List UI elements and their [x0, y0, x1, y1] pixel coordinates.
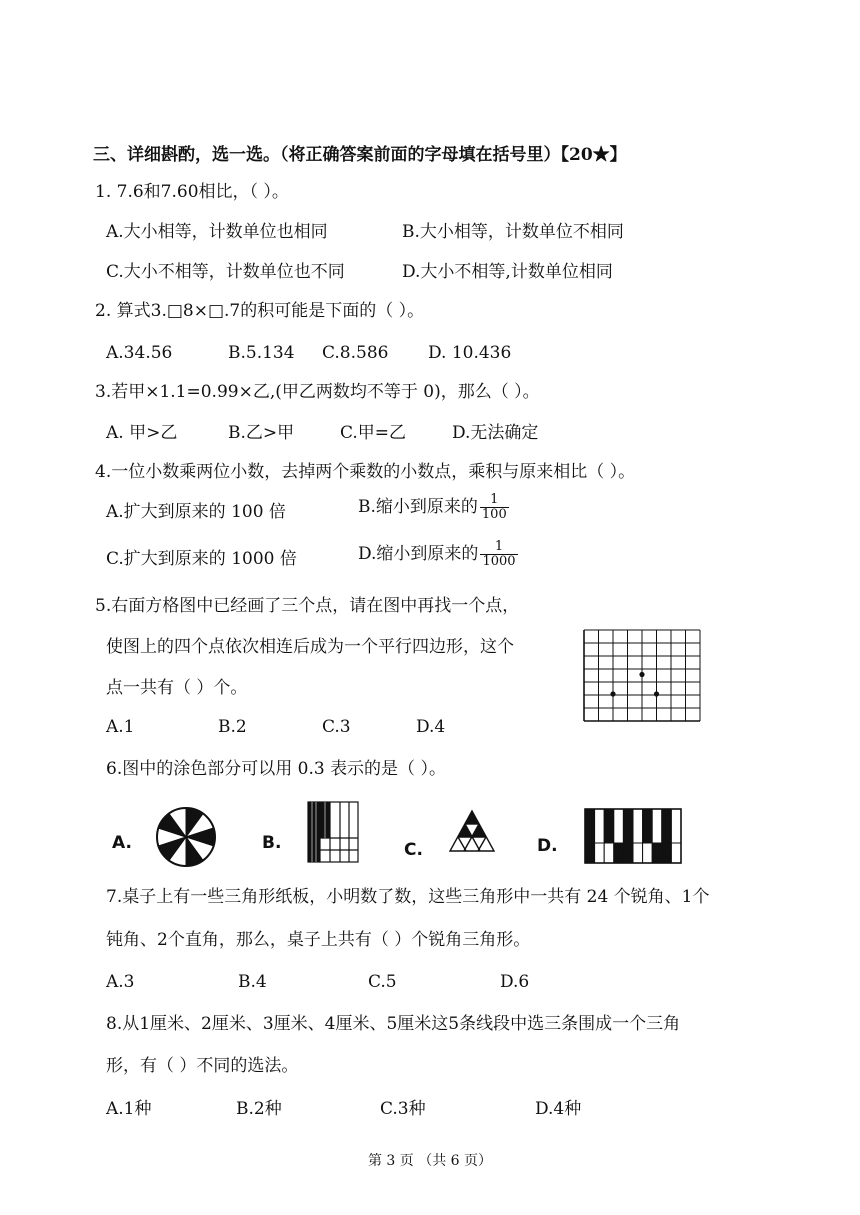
question-6-figure-a-circle	[155, 806, 217, 868]
bar-cell	[671, 809, 681, 843]
grid-point	[610, 691, 615, 696]
question-7-option-a: A.3	[106, 972, 135, 992]
question-8-line-2: 形，有（ ）不同的选法。	[106, 1056, 299, 1076]
question-3-option-d: D.无法确定	[452, 423, 539, 443]
question-2-option-d: D. 10.436	[428, 343, 512, 363]
question-5-option-b: B.2	[218, 717, 247, 737]
question-1-option-c: C.大小不相等，计数单位也不同	[106, 262, 345, 282]
bar-cell	[662, 843, 672, 863]
question-8-option-b: B.2种	[236, 1099, 282, 1119]
question-8-option-d: D.4种	[535, 1099, 582, 1119]
fraction-denominator: 100	[481, 507, 507, 522]
question-6-option-c-label: C.	[404, 840, 423, 860]
question-3-option-b: B.乙>甲	[228, 423, 295, 443]
grid-point	[639, 672, 644, 677]
question-6-figure-b-bars	[307, 801, 359, 863]
grid-point	[654, 691, 659, 696]
question-4-option-b-text: B.缩小到原来的	[358, 497, 478, 517]
bar-cell	[643, 843, 653, 863]
question-2-option-c: C.8.586	[322, 343, 389, 363]
question-8-option-a: A.1种	[106, 1099, 152, 1119]
bar-cell	[623, 809, 633, 843]
bar-cell	[662, 809, 672, 843]
bar-cell	[671, 843, 681, 863]
fraction-numerator: 1	[480, 493, 509, 508]
question-7-line-2: 钝角、2个直角，那么，桌子上共有（ ）个锐角三角形。	[106, 930, 531, 950]
question-4-option-b	[358, 493, 509, 522]
question-4-option-c: C.扩大到原来的 1000 倍	[106, 549, 297, 569]
question-4-option-d	[358, 540, 518, 569]
question-5-line-1: 5.右面方格图中已经画了三个点，请在图中再找一个点，	[95, 596, 520, 616]
section-title: 三、详细斟酌，选一选。（将正确答案前面的字母填在括号里）【20★】	[93, 145, 627, 165]
question-1-option-d: D.大小不相等,计数单位相同	[402, 262, 613, 282]
question-3-option-c: C.甲=乙	[340, 423, 407, 443]
bar-cell	[604, 809, 614, 843]
question-6-stem: 6.图中的涂色部分可以用 0.3 表示的是（ ）。	[106, 759, 446, 779]
question-6-option-d-label: D.	[537, 836, 558, 856]
fraction-one-hundredth	[480, 493, 509, 522]
question-7-option-b: B.4	[238, 972, 267, 992]
bar-cell	[652, 809, 662, 843]
bar-cell	[595, 843, 605, 863]
question-7-option-c: C.5	[368, 972, 397, 992]
question-5-line-2: 使图上的四个点依次相连后成为一个平行四边形，这个	[106, 637, 514, 657]
question-6-option-a-label: A.	[112, 833, 132, 853]
question-6-figure-c-triangle	[446, 808, 498, 860]
bar-cell	[614, 809, 624, 843]
fraction-one-thousandth	[480, 540, 517, 569]
question-5-option-c: C.3	[322, 717, 351, 737]
bar-cell	[643, 809, 653, 843]
bar-cell	[652, 843, 662, 863]
bar-cell	[585, 809, 595, 843]
bar-cell	[595, 809, 605, 843]
question-5-option-d: D.4	[416, 717, 446, 737]
question-8-line-1: 8.从1厘米、2厘米、3厘米、4厘米、5厘米这5条线段中选三条围成一个三角	[106, 1014, 681, 1034]
question-3-option-a: A. 甲>乙	[106, 423, 178, 443]
bar-cell	[623, 843, 633, 863]
question-7-line-1: 7.桌子上有一些三角形纸板，小明数了数，这些三角形中一共有 24 个锐角、1个	[106, 887, 710, 907]
bar-cell	[614, 843, 624, 863]
question-1-stem: 1. 7.6和7.60相比，（ ）。	[95, 182, 289, 202]
question-6-figure-d-bars	[584, 808, 682, 864]
bar-cell	[633, 843, 643, 863]
question-7-option-d: D.6	[500, 972, 530, 992]
question-1-option-b: B.大小相等，计数单位不相同	[402, 222, 624, 242]
bar-cell	[604, 843, 614, 863]
question-2-option-a: A.34.56	[106, 343, 173, 363]
bar-cell	[633, 809, 643, 843]
question-5-line-3: 点一共有（ ）个。	[106, 678, 248, 698]
question-2-stem: 2. 算式3.□8×□.7的积可能是下面的（ ）。	[95, 301, 425, 321]
fraction-denominator: 1000	[482, 554, 516, 569]
question-1-option-a: A.大小相等，计数单位也相同	[106, 222, 328, 242]
question-6-option-b-label: B.	[262, 833, 282, 853]
question-5-grid-figure	[578, 628, 706, 732]
fraction-numerator: 1	[480, 540, 517, 555]
page-footer: 第 3 页 （共 6 页）	[367, 1153, 493, 1169]
bar-cell	[585, 843, 595, 863]
question-8-option-c: C.3种	[380, 1099, 426, 1119]
question-4-option-a: A.扩大到原来的 100 倍	[106, 502, 286, 522]
question-5-option-a: A.1	[106, 717, 135, 737]
question-4-stem: 4.一位小数乘两位小数，去掉两个乘数的小数点，乘积与原来相比（ ）。	[95, 462, 636, 482]
question-2-option-b: B.5.134	[228, 343, 295, 363]
question-3-stem: 3.若甲×1.1=0.99×乙,(甲乙两数均不等于 0)，那么（ ）。	[95, 382, 540, 402]
question-4-option-d-text: D.缩小到原来的	[358, 544, 479, 564]
